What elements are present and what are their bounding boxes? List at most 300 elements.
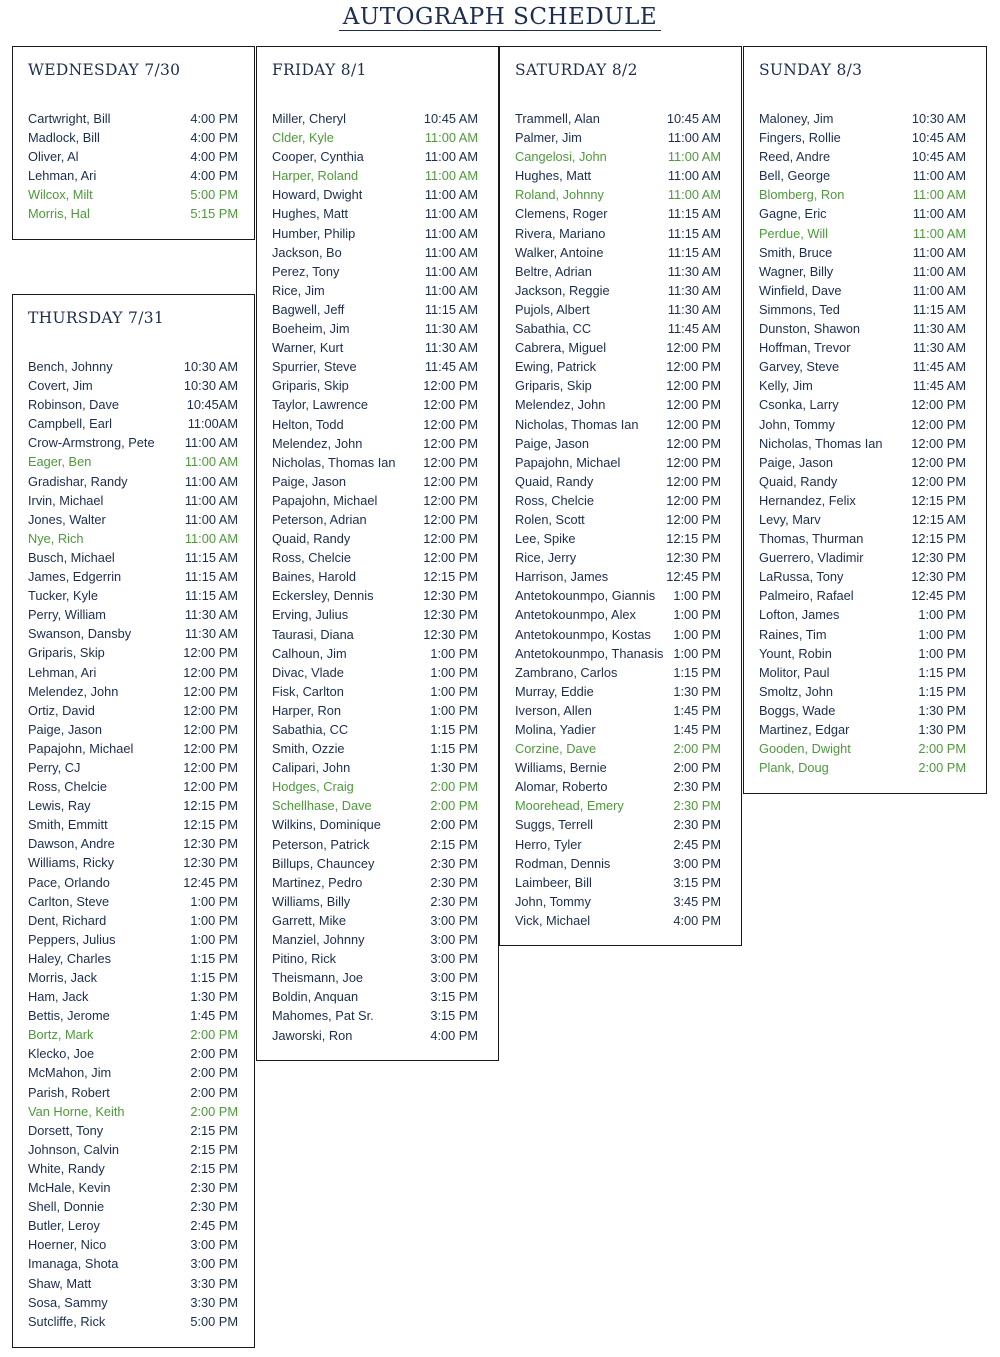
- signing-time: 12:00 PM: [183, 721, 238, 737]
- person-name: Harper, Roland: [272, 168, 359, 184]
- person-name: Cangelosi, John: [515, 149, 607, 165]
- signing-time: 1:15 PM: [918, 664, 966, 680]
- person-name: Lewis, Ray: [28, 798, 91, 814]
- person-name: Corzine, Dave: [515, 741, 597, 757]
- person-name: Dunston, Shawon: [759, 321, 861, 337]
- person-name: Cartwright, Bill: [28, 111, 111, 126]
- signing-time: 1:45 PM: [190, 1008, 238, 1024]
- person-name: Klecko, Joe: [28, 1046, 95, 1062]
- signing-time: 11:00 AM: [424, 187, 478, 203]
- person-name: Fisk, Carlton: [272, 683, 344, 699]
- signing-time: 12:00 PM: [183, 702, 238, 718]
- signing-time: 11:45 AM: [912, 378, 966, 394]
- person-name: Antetokounmpo, Giannis: [515, 588, 656, 604]
- person-name: Antetokounmpo, Thanasis: [515, 645, 664, 661]
- person-name: Pujols, Albert: [515, 301, 590, 317]
- person-name: Imanaga, Shota: [28, 1256, 119, 1272]
- schedule-box-saturday: [499, 46, 742, 946]
- person-name: Van Horne, Keith: [28, 1103, 125, 1119]
- person-name: Peppers, Julius: [28, 931, 116, 947]
- signing-time: 5:15 PM: [190, 206, 238, 222]
- signing-time: 11:00 AM: [912, 282, 966, 298]
- person-name: Alomar, Roberto: [515, 779, 608, 795]
- person-name: Harrison, James: [515, 569, 609, 585]
- signing-time: 12:00 PM: [666, 416, 721, 432]
- person-name: Simmons, Ted: [759, 301, 840, 317]
- person-name: Morris, Hal: [28, 206, 90, 222]
- signing-time: 2:30 PM: [673, 798, 721, 814]
- signing-time: 3:00 PM: [430, 912, 478, 928]
- person-name: Gooden, Dwight: [759, 741, 851, 757]
- signing-time: 12:00 PM: [183, 683, 238, 699]
- signing-time: 11:15 AM: [424, 301, 478, 317]
- person-name: Suggs, Terrell: [515, 817, 594, 833]
- signing-time: 5:00 PM: [190, 187, 238, 203]
- signing-time: 2:45 PM: [673, 836, 721, 852]
- signing-time: 11:30 AM: [424, 340, 478, 356]
- person-name: Robinson, Dave: [28, 397, 120, 413]
- person-name: Miller, Cheryl: [272, 111, 346, 126]
- person-name: Bench, Johnny: [28, 359, 113, 374]
- person-name: Herro, Tyler: [515, 836, 582, 852]
- person-name: Dent, Richard: [28, 912, 107, 928]
- signing-time: 11:15 AM: [667, 225, 721, 241]
- person-name: Shaw, Matt: [28, 1275, 92, 1291]
- person-name: Hernandez, Felix: [759, 492, 856, 508]
- person-name: Plank, Doug: [759, 760, 829, 776]
- person-name: Rivera, Mariano: [515, 225, 606, 241]
- signing-time: 11:00 AM: [424, 225, 478, 241]
- signing-time: 11:00 AM: [424, 130, 478, 146]
- person-name: Smoltz, John: [759, 683, 833, 699]
- signing-time: 11:30 AM: [667, 263, 721, 279]
- signing-time: 2:15 PM: [190, 1160, 238, 1176]
- person-name: Hoffman, Trevor: [759, 340, 851, 356]
- signing-time: 4:00 PM: [430, 1027, 478, 1043]
- signing-time: 1:30 PM: [918, 702, 966, 718]
- signing-time: 1:15 PM: [430, 741, 478, 757]
- person-name: Erving, Julius: [272, 607, 349, 623]
- person-name: Raines, Tim: [759, 626, 827, 642]
- person-name: Wilcox, Milt: [28, 187, 93, 203]
- signing-time: 12:00 PM: [666, 435, 721, 451]
- signing-time: 12:00 PM: [666, 340, 721, 356]
- signing-time: 3:15 PM: [673, 874, 721, 890]
- signing-time: 3:00 PM: [430, 932, 478, 948]
- signing-time: 1:15 PM: [918, 683, 966, 699]
- signing-time: 11:00 AM: [424, 282, 478, 298]
- signing-time: 3:00 PM: [430, 970, 478, 986]
- signing-time: 12:00 PM: [183, 779, 238, 795]
- person-name: Yount, Robin: [759, 645, 832, 661]
- person-name: Melendez, John: [515, 397, 606, 413]
- signing-time: 12:00 PM: [666, 397, 721, 413]
- signing-time: 12:00 PM: [423, 454, 478, 470]
- signing-time: 11:00 AM: [424, 149, 478, 165]
- signing-time: 11:30 AM: [912, 340, 966, 356]
- person-name: Morris, Jack: [28, 970, 97, 985]
- signing-time: 12:00 PM: [423, 378, 478, 394]
- person-name: Swanson, Dansby: [28, 626, 132, 642]
- signing-time: 12:00 PM: [911, 473, 966, 489]
- person-name: Griparis, Skip: [515, 378, 592, 394]
- signing-time: 11:45 AM: [912, 359, 966, 375]
- signing-time: 12:30 PM: [183, 855, 238, 871]
- person-name: Helton, Todd: [272, 416, 344, 432]
- signing-time: 11:00 AM: [424, 206, 478, 222]
- signing-time: 11:30 AM: [667, 282, 721, 298]
- person-name: Murray, Eddie: [515, 683, 594, 699]
- person-name: Smith, Ozzie: [272, 741, 345, 757]
- person-name: Ross, Chelcie: [28, 779, 107, 795]
- signing-time: 11:15 AM: [184, 569, 238, 585]
- schedule-box-sunday: [743, 46, 987, 794]
- signing-time: 10:45 AM: [666, 111, 721, 126]
- person-name: Ham, Jack: [28, 989, 89, 1005]
- person-name: Clemens, Roger: [515, 206, 608, 222]
- person-name: Molina, Yadier: [515, 722, 596, 737]
- person-name: Moorehead, Emery: [515, 798, 624, 814]
- signing-time: 12:00 PM: [666, 359, 721, 375]
- signing-time: 3:30 PM: [190, 1294, 238, 1310]
- person-name: Billups, Chauncey: [272, 855, 375, 871]
- signing-time: 11:00 AM: [184, 511, 238, 527]
- signing-time: 12:00 PM: [423, 492, 478, 508]
- signing-time: 1:15 PM: [190, 970, 238, 985]
- signing-time: 11:00 AM: [912, 206, 966, 222]
- signing-time: 12:00 PM: [911, 435, 966, 451]
- person-name: Calhoun, Jim: [272, 645, 347, 661]
- person-name: Papajohn, Michael: [28, 740, 134, 756]
- person-name: Guerrero, Vladimir: [759, 550, 864, 566]
- person-name: Baines, Harold: [272, 569, 356, 585]
- signing-time: 11:30 AM: [184, 626, 238, 642]
- signing-time: 2:30 PM: [430, 855, 478, 871]
- person-name: Perdue, Will: [759, 225, 828, 241]
- person-name: Perry, CJ: [28, 759, 81, 775]
- person-name: Hodges, Craig: [272, 779, 354, 795]
- signing-time: 10:30 AM: [183, 378, 238, 394]
- person-name: Busch, Michael: [28, 549, 115, 565]
- signing-time: 3:00 PM: [430, 951, 478, 967]
- signing-time: 10:45AM: [186, 397, 238, 413]
- signing-time: 12:30 PM: [423, 607, 478, 623]
- person-name: Walker, Antoine: [515, 244, 604, 260]
- signing-time: 3:30 PM: [190, 1275, 238, 1291]
- signing-time: 11:15 AM: [667, 244, 721, 260]
- signing-time: 10:30 AM: [911, 111, 966, 126]
- person-name: Molitor, Paul: [759, 664, 830, 680]
- signing-time: 12:30 PM: [911, 569, 966, 585]
- person-name: Manziel, Johnny: [272, 932, 365, 948]
- signing-time: 3:15 PM: [430, 1008, 478, 1024]
- person-name: Antetokounmpo, Alex: [515, 607, 636, 623]
- person-name: Rolen, Scott: [515, 511, 585, 527]
- person-name: Lofton, James: [759, 607, 840, 623]
- signing-time: 12:00 PM: [183, 664, 238, 680]
- person-name: Trammell, Alan: [515, 111, 600, 126]
- person-name: Clder, Kyle: [272, 130, 334, 146]
- signing-time: 2:00 PM: [430, 817, 478, 833]
- signing-time: 1:00 PM: [430, 702, 478, 718]
- signing-time: 11:00 AM: [424, 263, 478, 279]
- signing-time: 11:00 AM: [184, 435, 238, 451]
- signing-time: 4:00 PM: [190, 149, 238, 165]
- signing-time: 4:00 PM: [190, 130, 238, 146]
- person-name: Paige, Jason: [759, 454, 833, 470]
- signing-time: 12:00 PM: [423, 531, 478, 547]
- signing-time: 1:00 PM: [430, 664, 478, 680]
- signing-time: 11:30 AM: [912, 321, 966, 337]
- signing-time: 1:30 PM: [190, 989, 238, 1005]
- signing-time: 12:00 PM: [666, 378, 721, 394]
- signing-time: 11:00 AM: [912, 225, 966, 241]
- person-name: Beltre, Adrian: [515, 263, 592, 279]
- person-name: Thomas, Thurman: [759, 531, 864, 547]
- signing-time: 11:00 AM: [667, 187, 721, 203]
- signing-time: 2:00 PM: [190, 1027, 238, 1043]
- signing-time: 2:00 PM: [673, 760, 721, 776]
- signing-time: 10:45 AM: [911, 149, 966, 165]
- person-name: Hughes, Matt: [515, 168, 592, 184]
- signing-time: 3:00 PM: [190, 1256, 238, 1272]
- person-name: Melendez, John: [272, 435, 363, 451]
- person-name: Williams, Bernie: [515, 760, 607, 776]
- person-name: Lehman, Ari: [28, 168, 97, 184]
- person-name: Campbell, Earl: [28, 416, 112, 432]
- person-name: Garvey, Steve: [759, 359, 840, 375]
- day-heading: FRIDAY 8/1: [272, 61, 367, 79]
- person-name: Csonka, Larry: [759, 397, 839, 413]
- signing-time: 3:45 PM: [673, 893, 721, 909]
- person-name: Ortiz, David: [28, 702, 95, 718]
- person-name: Peterson, Patrick: [272, 836, 370, 852]
- signing-time: 11:00 AM: [912, 168, 966, 184]
- person-name: Lee, Spike: [515, 531, 576, 547]
- person-name: Griparis, Skip: [28, 645, 105, 661]
- person-name: Butler, Leroy: [28, 1218, 100, 1234]
- person-name: Paige, Jason: [515, 435, 589, 451]
- person-name: Boeheim, Jim: [272, 321, 350, 337]
- person-name: Jackson, Bo: [272, 244, 342, 260]
- signing-time: 11:30 AM: [184, 607, 238, 623]
- signing-time: 11:15 AM: [184, 588, 238, 604]
- schedule-box-thursday: [12, 294, 255, 1348]
- signing-time: 12:30 PM: [183, 836, 238, 852]
- signing-time: 12:00 PM: [183, 759, 238, 775]
- signing-time: 2:00 PM: [190, 1046, 238, 1062]
- person-name: Calipari, John: [272, 760, 351, 776]
- day-heading: SUNDAY 8/3: [759, 61, 863, 79]
- person-name: Blomberg, Ron: [759, 187, 845, 203]
- person-name: Nicholas, Thomas Ian: [759, 435, 883, 451]
- signing-time: 11:00 AM: [184, 492, 238, 508]
- person-name: McMahon, Jim: [28, 1065, 112, 1081]
- signing-time: 11:00 AM: [667, 149, 721, 165]
- person-name: Sosa, Sammy: [28, 1294, 108, 1310]
- person-name: Ross, Chelcie: [515, 492, 594, 508]
- schedule-box-wednesday: [12, 46, 255, 240]
- signing-time: 12:15 PM: [423, 569, 478, 585]
- person-name: John, Tommy: [759, 416, 835, 432]
- person-name: Levy, Marv: [759, 511, 821, 527]
- signing-time: 11:00 AM: [424, 168, 478, 184]
- person-name: Quaid, Randy: [515, 473, 594, 489]
- person-name: Martinez, Edgar: [759, 722, 850, 737]
- signing-time: 2:00 PM: [673, 741, 721, 757]
- signing-time: 1:30 PM: [918, 722, 966, 737]
- signing-time: 12:00 PM: [423, 397, 478, 413]
- person-name: Sabathia, CC: [272, 722, 349, 737]
- signing-time: 10:45 AM: [911, 130, 966, 146]
- signing-time: 12:00 PM: [666, 473, 721, 489]
- signing-time: 12:15 PM: [666, 531, 721, 547]
- signing-time: 11:00 AM: [424, 244, 478, 260]
- person-name: Irvin, Michael: [28, 492, 104, 508]
- signing-time: 1:45 PM: [673, 722, 721, 737]
- signing-time: 11:00 AM: [667, 168, 721, 184]
- signing-time: 11:00 AM: [912, 187, 966, 203]
- signing-time: 1:00 PM: [918, 626, 966, 642]
- person-name: Rice, Jim: [272, 282, 325, 298]
- person-name: Nicholas, Thomas Ian: [515, 416, 639, 432]
- person-name: Zambrano, Carlos: [515, 664, 618, 680]
- signing-time: 2:00 PM: [918, 741, 966, 757]
- signing-time: 2:45 PM: [190, 1218, 238, 1234]
- signing-time: 12:00 PM: [666, 454, 721, 470]
- signing-time: 1:00 PM: [918, 607, 966, 623]
- day-heading: SATURDAY 8/2: [515, 61, 638, 79]
- person-name: Paige, Jason: [272, 473, 346, 489]
- signing-time: 11:30 AM: [424, 321, 478, 337]
- person-name: Gagne, Eric: [759, 206, 827, 222]
- signing-time: 5:00 PM: [190, 1313, 238, 1329]
- signing-time: 1:00 PM: [673, 588, 721, 604]
- person-name: Winfield, Dave: [759, 282, 842, 298]
- signing-time: 3:00 PM: [673, 855, 721, 871]
- signing-time: 1:30 PM: [673, 683, 721, 699]
- person-name: Maloney, Jim: [759, 111, 834, 126]
- signing-time: 12:15 PM: [911, 492, 966, 508]
- signing-time: 12:00 PM: [183, 645, 238, 661]
- person-name: Jackson, Reggie: [515, 282, 610, 298]
- person-name: Reed, Andre: [759, 149, 831, 165]
- person-name: Bell, George: [759, 168, 831, 184]
- signing-time: 2:30 PM: [190, 1199, 238, 1215]
- person-name: Howard, Dwight: [272, 187, 363, 203]
- signing-time: 12:00 PM: [423, 511, 478, 527]
- signing-time: 11:00 AM: [184, 454, 238, 470]
- schedule-box-friday: [256, 46, 499, 1061]
- person-name: Vick, Michael: [515, 912, 591, 928]
- signing-time: 12:15 PM: [911, 531, 966, 547]
- signing-time: 11:00AM: [187, 416, 238, 432]
- person-name: Melendez, John: [28, 683, 119, 699]
- person-name: Humber, Philip: [272, 225, 356, 241]
- signing-time: 11:15 AM: [184, 549, 238, 565]
- person-name: Warner, Kurt: [272, 340, 344, 356]
- signing-time: 1:00 PM: [190, 893, 238, 909]
- signing-time: 12:30 PM: [423, 588, 478, 604]
- person-name: Palmeiro, Rafael: [759, 588, 854, 604]
- signing-time: 1:00 PM: [918, 645, 966, 661]
- signing-time: 11:15 AM: [667, 206, 721, 222]
- signing-time: 3:00 PM: [190, 1237, 238, 1253]
- signing-time: 12:30 PM: [911, 550, 966, 566]
- signing-time: 2:15 PM: [190, 1141, 238, 1157]
- person-name: Hughes, Matt: [272, 206, 349, 222]
- person-name: Taurasi, Diana: [272, 626, 354, 642]
- person-name: Eager, Ben: [28, 454, 92, 470]
- signing-time: 4:00 PM: [673, 912, 721, 928]
- signing-time: 11:00 AM: [912, 244, 966, 260]
- person-name: Wilkins, Dominique: [272, 817, 381, 833]
- signing-time: 12:00 PM: [423, 473, 478, 489]
- person-name: Boldin, Anquan: [272, 989, 359, 1005]
- person-name: Perry, William: [28, 607, 106, 623]
- signing-time: 12:00 PM: [666, 511, 721, 527]
- person-name: Nye, Rich: [28, 530, 84, 546]
- person-name: Martinez, Pedro: [272, 874, 363, 890]
- person-name: Nicholas, Thomas Ian: [272, 454, 396, 470]
- signing-time: 4:00 PM: [190, 111, 238, 126]
- person-name: Ewing, Patrick: [515, 359, 597, 375]
- signing-time: 4:00 PM: [190, 168, 238, 184]
- person-name: Haley, Charles: [28, 950, 111, 966]
- person-name: Peterson, Adrian: [272, 511, 367, 527]
- person-name: Quaid, Randy: [759, 473, 838, 489]
- signing-time: 1:00 PM: [673, 645, 721, 661]
- signing-time: 11:45 AM: [424, 359, 478, 375]
- signing-time: 2:30 PM: [673, 779, 721, 795]
- person-name: Hoerner, Nico: [28, 1237, 107, 1253]
- signing-time: 12:00 PM: [911, 397, 966, 413]
- person-name: Roland, Johnny: [515, 187, 604, 203]
- signing-time: 1:00 PM: [190, 931, 238, 947]
- signing-time: 12:00 PM: [911, 416, 966, 432]
- person-name: Oliver, Al: [28, 149, 79, 165]
- person-name: Dorsett, Tony: [28, 1122, 104, 1138]
- person-name: Tucker, Kyle: [28, 588, 98, 604]
- person-name: McHale, Kevin: [28, 1180, 111, 1196]
- signing-time: 1:00 PM: [190, 912, 238, 928]
- person-name: Covert, Jim: [28, 378, 93, 394]
- person-name: Cooper, Cynthia: [272, 149, 364, 165]
- person-name: Smith, Emmitt: [28, 817, 108, 833]
- signing-time: 12:15 AM: [911, 511, 966, 527]
- person-name: Fingers, Rollie: [759, 130, 841, 146]
- person-name: Pace, Orlando: [28, 874, 110, 890]
- signing-time: 12:30 PM: [666, 550, 721, 566]
- person-name: LaRussa, Tony: [759, 569, 844, 585]
- person-name: Williams, Billy: [272, 893, 351, 909]
- person-name: Bortz, Mark: [28, 1027, 94, 1043]
- person-name: Parish, Robert: [28, 1084, 110, 1100]
- signing-time: 11:00 AM: [184, 530, 238, 546]
- person-name: Quaid, Randy: [272, 531, 351, 547]
- signing-time: 2:15 PM: [190, 1122, 238, 1138]
- signing-time: 12:45 PM: [911, 588, 966, 604]
- signing-time: 12:00 PM: [423, 435, 478, 451]
- person-name: Crow-Armstrong, Pete: [28, 435, 155, 451]
- person-name: Garrett, Mike: [272, 912, 346, 928]
- person-name: Sutcliffe, Rick: [28, 1313, 106, 1329]
- signing-time: 12:00 PM: [911, 454, 966, 470]
- signing-time: 12:00 PM: [423, 550, 478, 566]
- person-name: Bagwell, Jeff: [272, 301, 345, 317]
- person-name: Palmer, Jim: [515, 130, 582, 146]
- signing-time: 11:45 AM: [667, 321, 721, 337]
